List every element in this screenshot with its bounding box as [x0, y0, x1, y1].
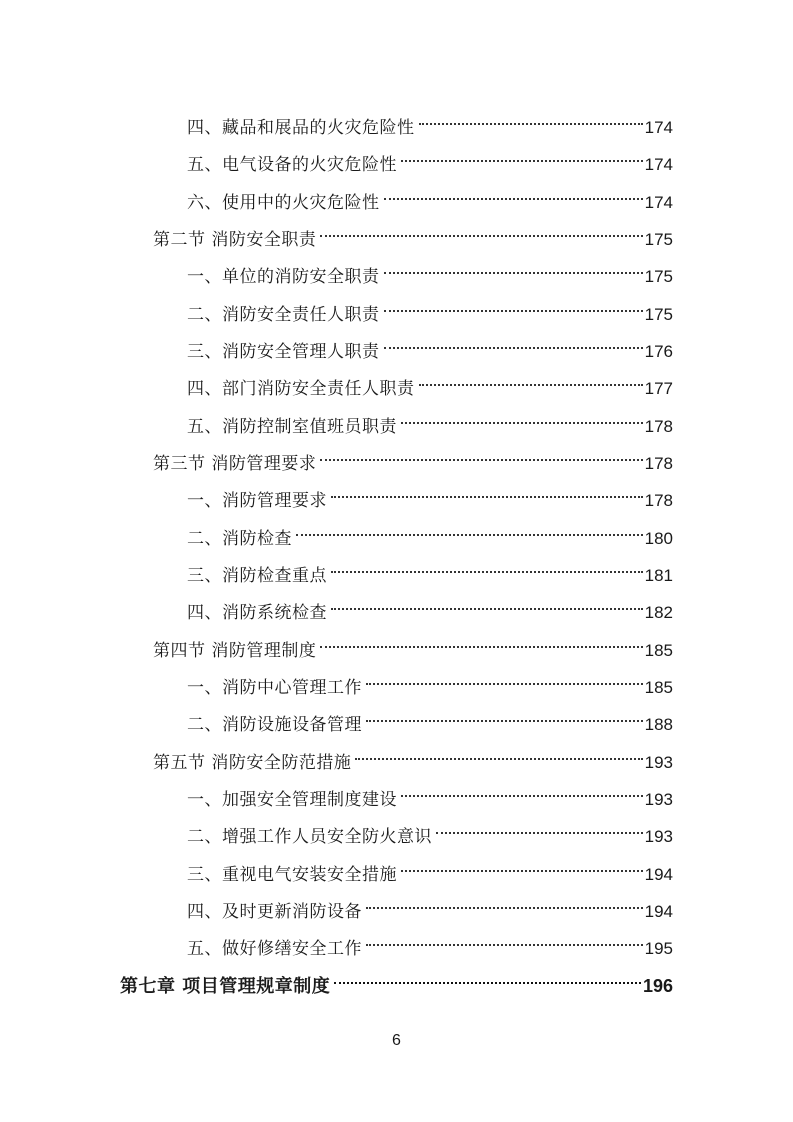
toc-entry[interactable]: [187, 366, 673, 399]
dot-leader: [384, 292, 643, 320]
toc-entry-label: 一、单位的消防安全职责: [187, 267, 380, 287]
toc-chapter[interactable]: [120, 964, 673, 997]
toc-entry-label: 三、消防安全管理人职责: [187, 342, 380, 362]
toc-section[interactable]: [153, 441, 673, 474]
toc-entry-page: 174: [644, 155, 673, 174]
toc-entry[interactable]: [187, 814, 673, 847]
toc-entry-label: 一、消防管理要求: [187, 491, 327, 511]
toc-section-label: 第三节 消防管理要求: [153, 454, 317, 474]
page-number: 6: [392, 1032, 401, 1049]
toc-entry-page: 194: [644, 902, 673, 921]
toc-entry-page: 193: [644, 790, 673, 809]
toc-section-page: 178: [644, 454, 673, 473]
toc-section-label: 第五节 消防安全防范措施: [153, 753, 352, 773]
toc-entry-page: 180: [644, 529, 673, 548]
dot-leader: [320, 628, 642, 656]
dot-leader: [401, 404, 643, 432]
toc-entry-page: 178: [644, 491, 673, 510]
dot-leader: [331, 553, 643, 581]
toc-entry[interactable]: [187, 404, 673, 437]
toc-section[interactable]: [153, 628, 673, 661]
toc-entry-label: 一、加强安全管理制度建设: [187, 790, 397, 810]
dot-leader: [366, 702, 643, 730]
dot-leader: [320, 217, 642, 245]
toc-entry-page: 195: [644, 939, 673, 958]
dot-leader: [320, 441, 642, 469]
toc-entry[interactable]: [187, 142, 673, 175]
toc-entry[interactable]: [187, 105, 673, 138]
toc-entry[interactable]: [187, 292, 673, 325]
toc-entry-page: 182: [644, 603, 673, 622]
dot-leader: [355, 740, 642, 768]
dot-leader: [419, 366, 643, 394]
toc-entry[interactable]: [187, 852, 673, 885]
toc-section-page: 193: [644, 753, 673, 772]
toc-entry[interactable]: [187, 329, 673, 362]
toc-entry-page: 175: [644, 305, 673, 324]
toc-entry-page: 174: [644, 193, 673, 212]
toc-entry[interactable]: [187, 516, 673, 549]
toc-section-page: 185: [644, 641, 673, 660]
dot-leader: [296, 516, 643, 544]
toc-entry-label: 四、及时更新消防设备: [187, 902, 362, 922]
dot-leader: [401, 777, 643, 805]
toc-entry-label: 二、增强工作人员安全防火意识: [187, 827, 432, 847]
toc-section[interactable]: [153, 740, 673, 773]
toc-entry-label: 三、消防检查重点: [187, 566, 327, 586]
toc-entry-label: 二、消防设施设备管理: [187, 715, 362, 735]
dot-leader: [401, 852, 643, 880]
toc-section[interactable]: [153, 217, 673, 250]
dot-leader: [419, 105, 643, 133]
toc-entry[interactable]: [187, 478, 673, 511]
dot-leader: [331, 478, 643, 506]
toc-entry-label: 四、藏品和展品的火灾危险性: [187, 118, 415, 138]
toc-section-label: 第四节 消防管理制度: [153, 641, 317, 661]
toc-entry-page: 178: [644, 417, 673, 436]
toc-entry-label: 五、消防控制室值班员职责: [187, 417, 397, 437]
toc-entry-page: 176: [644, 342, 673, 361]
toc-entry[interactable]: [187, 254, 673, 287]
toc-entry[interactable]: [187, 590, 673, 623]
dot-leader: [366, 889, 643, 917]
toc-chapter-page: 196: [642, 976, 673, 996]
toc-entry[interactable]: [187, 702, 673, 735]
toc-entry-label: 二、消防检查: [187, 529, 292, 549]
toc-entry[interactable]: [187, 889, 673, 922]
dot-leader: [331, 590, 643, 618]
toc-entry-label: 四、部门消防安全责任人职责: [187, 379, 415, 399]
toc-entry-label: 五、做好修缮安全工作: [187, 939, 362, 959]
toc-entry[interactable]: [187, 665, 673, 698]
toc-entry-label: 五、电气设备的火灾危险性: [187, 155, 397, 175]
toc-entry-page: 175: [644, 267, 673, 286]
toc-entry-label: 六、使用中的火灾危险性: [187, 193, 380, 213]
toc-entry-label: 四、消防系统检查: [187, 603, 327, 623]
toc-entry[interactable]: [187, 553, 673, 586]
toc-section-label: 第二节 消防安全职责: [153, 230, 317, 250]
toc-entry-label: 三、重视电气安装安全措施: [187, 865, 397, 885]
toc-entry-page: 185: [644, 678, 673, 697]
toc-entry-label: 二、消防安全责任人职责: [187, 305, 380, 325]
toc-section-page: 175: [644, 230, 673, 249]
dot-leader: [384, 254, 643, 282]
toc-entry-page: 193: [644, 827, 673, 846]
toc-chapter-label: 第七章 项目管理规章制度: [120, 976, 331, 997]
toc-entry[interactable]: [187, 180, 673, 213]
dot-leader: [436, 814, 643, 842]
toc-entry-label: 一、消防中心管理工作: [187, 678, 362, 698]
dot-leader: [401, 142, 643, 170]
toc-entry-page: 181: [644, 566, 673, 585]
dot-leader: [366, 665, 643, 693]
dot-leader: [384, 329, 643, 357]
dot-leader: [334, 964, 641, 992]
toc-entry-page: 174: [644, 118, 673, 137]
dot-leader: [366, 926, 643, 954]
toc-entry-page: 194: [644, 865, 673, 884]
toc-entry-page: 188: [644, 715, 673, 734]
toc-entry-page: 177: [644, 379, 673, 398]
toc-entry[interactable]: [187, 926, 673, 959]
toc-entry[interactable]: [187, 777, 673, 810]
dot-leader: [384, 180, 643, 208]
